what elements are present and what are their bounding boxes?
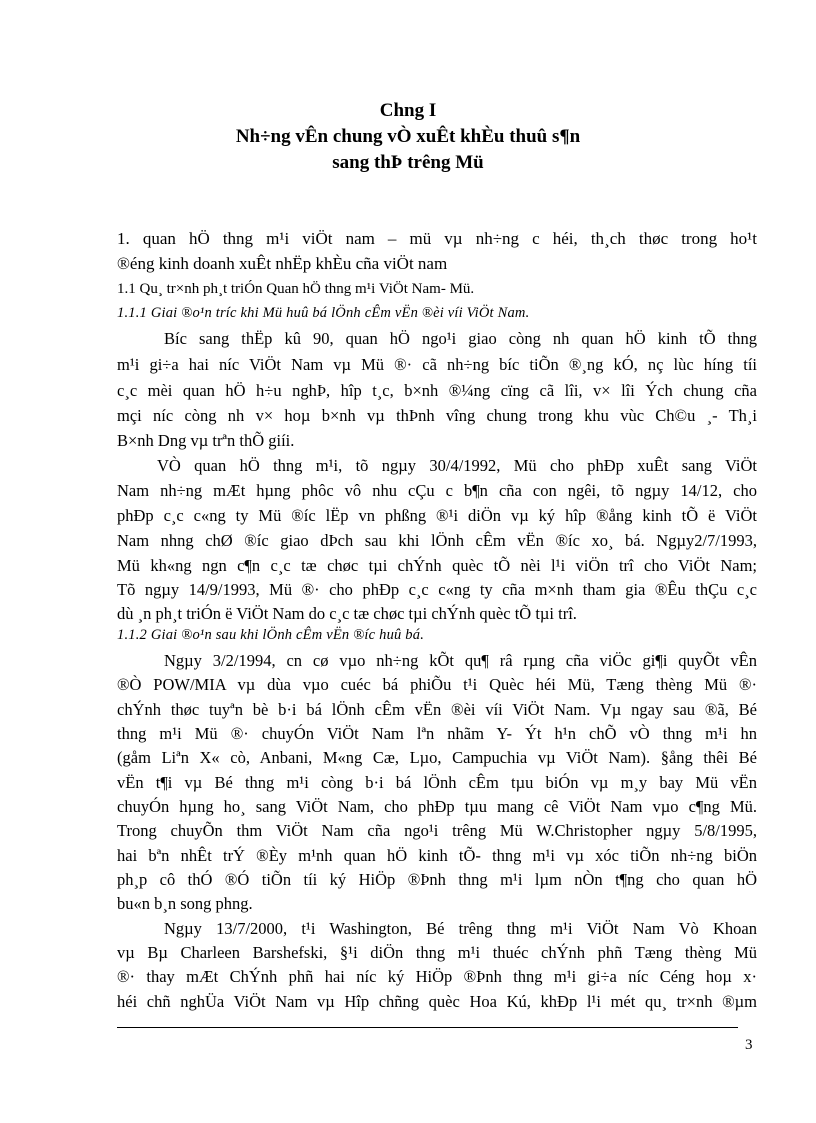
para3-line-10: ph¸p cô thÓ ®Ó tiÕn tíi ký HiÖp ®Þnh thng m¹i lµm nÒn t¶ng cho quan hÖ xyxy=(117,870,757,889)
para3-line-3: chÝnh thøc tuyªn bè b·i bá lÖnh cÊm vËn ®èi víi ViÖt Nam. Vµ ngay sau ®ã, Bé xyxy=(117,700,757,719)
page-number: 3 xyxy=(745,1037,753,1053)
heading-1-line-1: 1. quan hÖ thng m¹i viÖt nam – mü vµ nh÷ng c héi, th¸ch thøc trong ho¹t xyxy=(117,229,757,248)
para2-line-7: dù ¸n ph¸t triÓn ë ViÖt Nam do c¸c tæ chøc tµi chÝnh quèc tÕ tµi trî. xyxy=(117,604,577,623)
para2-line-5: Mü kh«ng ngn c¶n c¸c tæ chøc tµi chÝnh quèc tÕ nèi l¹i viÖn trî cho ViÖt Nam; xyxy=(117,556,757,575)
para1-line-5: B×nh Dng vµ trªn thÕ giíi. xyxy=(117,431,295,450)
para3-line-4: thng m¹i Mü ®· chuyÓn ViÖt Nam lªn nhãm Y- Ýt h¹n chÕ vÒ thng m¹i hn xyxy=(117,724,757,743)
para3-line-9: hai bªn nhÊt trÝ ®Èy m¹nh quan hÖ kinh tÕ- thng m¹i vµ xóc tiÕn nh÷ng biÖn xyxy=(117,846,757,865)
chapter-title-line-3: sang thÞ trêng Mü xyxy=(332,152,484,173)
para2-line-1: VÒ quan hÖ thng m¹i, tõ ngµy 30/4/1992, Mü cho phÐp xuÊt sang ViÖt xyxy=(157,456,757,475)
heading-1-1-1: 1.1.1 Giai ®o¹n tríc khi Mü huû bá lÖnh cÊm vËn ®èi víi ViÖt Nam. xyxy=(117,305,530,321)
para4-line-1: Ngµy 13/7/2000, t¹i Washington, Bé trêng thng m¹i ViÖt Nam Vò Khoan xyxy=(164,919,757,938)
heading-1-line-2: ®éng kinh doanh xuÊt nhËp khÈu cña viÖt nam xyxy=(117,254,448,273)
para4-line-4: héi chñ nghÜa ViÖt Nam vµ Hîp chñng quèc Hoa Kú, khÐp l¹i mét qu¸ tr×nh ®µm xyxy=(117,992,757,1011)
footer-rule xyxy=(117,1027,738,1028)
para3-line-11: bu«n b¸n song phng. xyxy=(117,894,253,913)
para3-line-5: (gåm Liªn X« cò, Anbani, M«ng Cæ, Lµo, Campuchia vµ ViÖt Nam). §ång thêi Bé xyxy=(117,748,757,767)
para2-line-6: Tõ ngµy 14/9/1993, Mü ®· cho phÐp c¸c c«ng ty cña m×nh tham gia ®Êu thÇu c¸c xyxy=(117,580,757,599)
para3-line-2: ®Ò POW/MIA vµ dùa vµo cuéc bá phiÕu t¹i Quèc héi Mü, Tæng thèng Mü ®· xyxy=(117,675,757,694)
para3-line-8: Trong chuyÕn thm ViÖt Nam cña ngo¹i trêng Mü W.Christopher ngµy 5/8/1995, xyxy=(117,821,757,840)
para4-line-2: vµ Bµ Charleen Barshefski, §¹i diÖn thng m¹i thuéc chÝnh phñ Tæng thèng Mü xyxy=(117,943,757,962)
para1-line-1: Bíc sang thËp kû 90, quan hÖ ngo¹i giao còng nh quan hÖ kinh tÕ thng xyxy=(164,329,757,348)
heading-1-1: 1.1 Qu¸ tr×nh ph¸t triÓn Quan hÖ thng m¹i ViÖt Nam- Mü. xyxy=(117,281,475,297)
para1-line-3: c¸c mèi quan hÖ h÷u nghÞ, hîp t¸c, b×nh ®¼ng cïng cã lîi, v× lîi Ých chung cña xyxy=(117,381,757,400)
para3-line-7: chuyÓn hµng ho¸ sang ViÖt Nam, cho phÐp tµu mang cê ViÖt Nam vµo c¶ng Mü. xyxy=(117,797,757,816)
para1-line-2: m¹i gi÷a hai níc ViÖt Nam vµ Mü ®· cã nh÷ng bíc tiÕn ®¸ng kÓ, nç lùc híng tíi xyxy=(117,355,757,374)
para2-line-4: Nam nhng chØ ®íc giao dÞch sau khi lÖnh cÊm vËn ®íc xo¸ bá. Ngµy2/7/1993, xyxy=(117,531,757,550)
para4-line-3: ®· thay mÆt ChÝnh phñ hai níc ký HiÖp ®Þnh thng m¹i gi÷a níc Céng hoµ x· xyxy=(117,967,757,986)
para3-line-1: Ngµy 3/2/1994, cn cø vµo nh÷ng kÕt qu¶ râ rµng cña viÖc gi¶i quyÕt vÊn xyxy=(164,651,757,670)
para1-line-4: mçi níc còng nh v× hoµ b×nh vµ thÞnh vîng chung trong khu vùc Ch©u ¸- Th¸i xyxy=(117,406,757,425)
para2-line-2: Nam nh÷ng mÆt hµng phôc vô nhu cÇu c b¶n cña con ngêi, tõ ngµy 14/12, cho xyxy=(117,481,757,500)
chapter-title-line-1: Chng I xyxy=(379,100,437,121)
para2-line-3: phÐp c¸c c«ng ty Mü ®íc lËp vn phßng ®¹i diÖn vµ ký hîp ®ång kinh tÕ ë ViÖt xyxy=(117,506,757,525)
chapter-title-line-2: Nh÷ng vÊn chung vÒ xuÊt khÈu thuû s¶n xyxy=(235,126,581,147)
heading-1-1-2: 1.1.2 Giai ®o¹n sau khi lÖnh cÊm vËn ®íc huû bá. xyxy=(117,627,425,643)
para3-line-6: vËn t¶i vµ Bé thng m¹i còng b·i bá lÖnh cÊm tµu biÓn vµ m¸y bay Mü vËn xyxy=(117,773,757,792)
